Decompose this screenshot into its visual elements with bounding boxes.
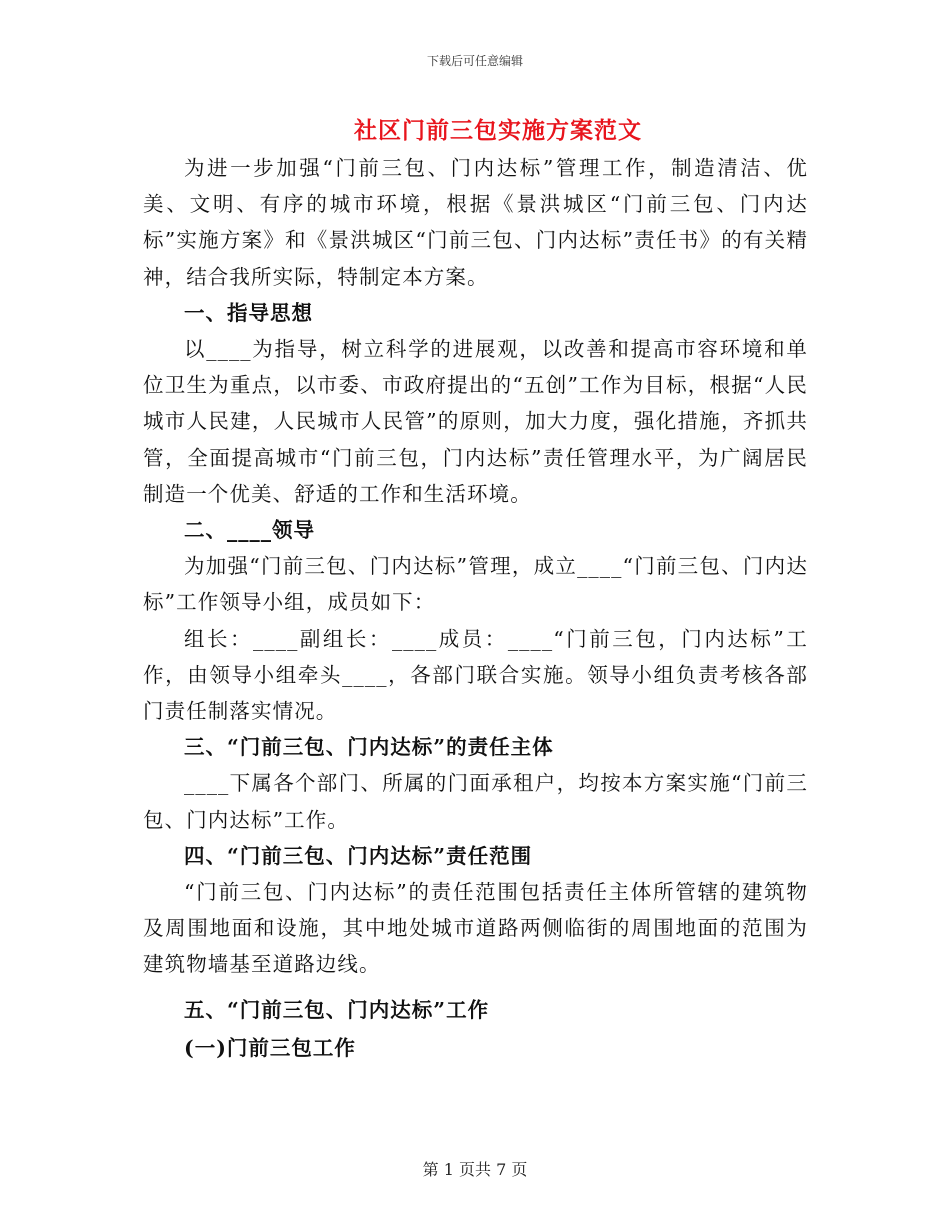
document-title: 社区门前三包实施方案范文 bbox=[354, 117, 642, 144]
section-heading-responsibility-scope: 四、“门前三包、门内达标”责任范围 bbox=[184, 843, 533, 868]
section-heading-work: 五、“门前三包、门内达标”工作 bbox=[184, 997, 490, 1022]
page-header-note: 下载后可任意编辑 bbox=[426, 54, 523, 68]
subsection-heading-three-guarantees: (一)门前三包工作 bbox=[184, 1035, 356, 1060]
section-heading-responsible-party: 三、“门前三包、门内达标”的责任主体 bbox=[184, 735, 554, 760]
leadership-members-paragraph: 组长：____副组长：____成员：____“门前三包，门内达标”工作，由领导小组牵头____，各部门联合实施。领导小组负责考核各部门责任制落实情况。 bbox=[143, 626, 808, 724]
document-body bbox=[143, 150, 808, 1066]
section-heading-leadership: 二、____领导 bbox=[184, 518, 315, 543]
section-heading-guiding-thought: 一、指导思想 bbox=[184, 300, 313, 325]
responsibility-scope-paragraph: “门前三包、门内达标”的责任范围包括责任主体所管辖的建筑物及周围地面和设施，其中地处城市道路两侧临街的周围地面的范围为建筑物墙基至道路边线。 bbox=[143, 880, 808, 977]
guiding-thought-paragraph: 以____为指导，树立科学的进展观，以改善和提高市容环境和单位卫生为重点，以市委、市政府提出的“五创”工作为目标，根据“人民城市人民建，人民城市人民管”的原则，加大力度，强化措施，齐抓共管，全面提高城市“门前三包，门内达标”责任管理水平，为广阔居民制造一个优美、舒适的工作和生活环境。 bbox=[143, 337, 808, 506]
leadership-paragraph: 为加强“门前三包、门内达标”管理，成立____“门前三包、门内达标”工作领导小组，成员如下： bbox=[143, 554, 808, 615]
page-number: 第 1 页共 7 页 bbox=[422, 1160, 528, 1179]
intro-paragraph: 为进一步加强“门前三包、门内达标”管理工作，制造清洁、优美、文明、有序的城市环境，根据《景洪城区“门前三包、门内达标”实施方案》和《景洪城区“门前三包、门内达标”责任书》的有关精神，结合我所实际，特制定本方案。 bbox=[143, 156, 808, 289]
responsible-party-paragraph: ____下属各个部门、所属的门面承租户，均按本方案实施“门前三包、门内达标”工作。 bbox=[143, 771, 808, 832]
